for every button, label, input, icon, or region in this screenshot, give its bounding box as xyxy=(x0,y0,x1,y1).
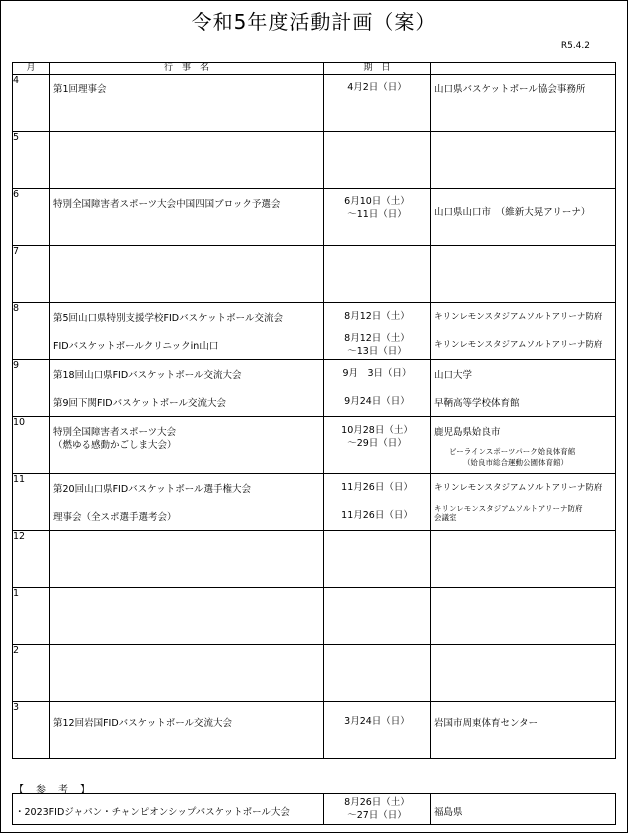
place-cell xyxy=(431,417,616,474)
table-row xyxy=(13,189,616,246)
event-place-venue-sub: （姶良市総合運動公園体育館） xyxy=(463,458,568,467)
event-place-room: 会議室 xyxy=(434,513,457,522)
place-cell xyxy=(431,474,616,531)
event-cell xyxy=(50,75,324,132)
month-cell: 11 xyxy=(13,474,50,531)
event-name: 特別全国障害者スポーツ大会中国四国ブロック予選会 xyxy=(53,199,281,210)
reference-place: 福島県 xyxy=(434,807,463,818)
event-place: 早鞆高等学校体育館 xyxy=(434,398,520,409)
table-row xyxy=(13,417,616,474)
event-date-end: ～11日（日） xyxy=(347,209,407,220)
reference-date-cell xyxy=(324,794,431,825)
place-cell xyxy=(431,588,616,645)
header-place xyxy=(431,63,616,75)
place-cell xyxy=(431,360,616,417)
event-name: 理事会（全スポ選手選考会） xyxy=(53,512,177,523)
table-row xyxy=(13,531,616,588)
event-date: 11月26日（日） xyxy=(341,510,413,521)
event-cell xyxy=(50,588,324,645)
month-cell: 7 xyxy=(13,246,50,303)
table-header-row xyxy=(13,63,616,75)
reference-heading: 【 参 考 】 xyxy=(14,785,91,796)
reference-date: 8月26日（土） xyxy=(344,797,410,808)
event-cell xyxy=(50,531,324,588)
table-row xyxy=(13,246,616,303)
place-cell xyxy=(431,702,616,759)
reference-table xyxy=(12,793,616,825)
month-cell: 2 xyxy=(13,645,50,702)
event-cell xyxy=(50,189,324,246)
month-cell: 8 xyxy=(13,303,50,360)
event-name: 第1回理事会 xyxy=(53,84,107,95)
event-place: キリンレモンスタジアムソルトアリーナ防府 xyxy=(434,312,603,322)
table-row xyxy=(13,588,616,645)
month-cell: 4 xyxy=(13,75,50,132)
place-cell xyxy=(431,75,616,132)
month-cell: 1 xyxy=(13,588,50,645)
month-cell: 5 xyxy=(13,132,50,189)
reference-event: ・2023FIDジャパン・チャンピオンシップバスケットボール大会 xyxy=(15,807,290,818)
table-row xyxy=(13,303,616,360)
event-place: 山口県山口市 （維新大晃アリーナ） xyxy=(434,207,591,218)
date-cell xyxy=(324,531,431,588)
event-cell xyxy=(50,303,324,360)
table-row xyxy=(13,702,616,759)
event-date: 4月2日（日） xyxy=(347,82,407,93)
event-date: 10月28日（土） xyxy=(341,425,413,436)
event-place: キリンレモンスタジアムソルトアリーナ防府 xyxy=(434,504,583,513)
event-cell xyxy=(50,474,324,531)
document-date: R5.4.2 xyxy=(560,41,590,51)
event-name: 第9回下関FIDバスケットボール交流大会 xyxy=(53,398,226,409)
event-date: 11月26日（日） xyxy=(341,482,413,493)
event-date: 9月24日（日） xyxy=(344,396,410,407)
month-cell: 12 xyxy=(13,531,50,588)
activity-plan-table xyxy=(12,62,616,759)
event-name-sub: （燃ゆる感動かごしま大会） xyxy=(53,440,177,451)
page-title: 令和5年度活動計画（案） xyxy=(191,10,437,34)
event-date: 8月12日（土） xyxy=(344,333,410,344)
event-date: 9月 3日（日） xyxy=(342,368,412,379)
event-name: 特別全国障害者スポーツ大会 xyxy=(53,427,177,438)
event-place: 山口大学 xyxy=(434,370,473,381)
event-name: 第18回山口県FIDバスケットボール交流大会 xyxy=(53,370,242,381)
event-place: キリンレモンスタジアムソルトアリーナ防府 xyxy=(434,340,603,350)
month-cell: 3 xyxy=(13,702,50,759)
event-date: 6月10日（土） xyxy=(344,196,410,207)
event-cell xyxy=(50,246,324,303)
month-cell: 6 xyxy=(13,189,50,246)
table-row xyxy=(13,794,616,825)
place-cell xyxy=(431,132,616,189)
event-date-end: ～29日（日） xyxy=(347,438,407,449)
place-cell xyxy=(431,645,616,702)
table-row xyxy=(13,360,616,417)
place-cell xyxy=(431,246,616,303)
month-cell: 9 xyxy=(13,360,50,417)
reference-date-end: ～27日（日） xyxy=(347,810,407,821)
month-cell: 10 xyxy=(13,417,50,474)
header-date: 期 日 xyxy=(324,63,431,75)
event-cell xyxy=(50,702,324,759)
place-cell xyxy=(431,531,616,588)
event-date-end: ～13日（日） xyxy=(347,346,407,357)
event-place: 山口県バスケットボール協会事務所 xyxy=(434,84,586,95)
date-cell xyxy=(324,360,431,417)
event-date: 3月24日（日） xyxy=(344,716,410,727)
event-place: 岩国市周東体育センター xyxy=(434,718,539,729)
date-cell xyxy=(324,645,431,702)
date-cell xyxy=(324,132,431,189)
event-date: 8月12日（土） xyxy=(344,311,410,322)
place-cell xyxy=(431,303,616,360)
date-cell xyxy=(324,417,431,474)
date-cell xyxy=(324,588,431,645)
table-row xyxy=(13,645,616,702)
event-cell xyxy=(50,132,324,189)
table-row xyxy=(13,474,616,531)
event-name: 第20回山口県FIDバスケットボール選手権大会 xyxy=(53,484,252,495)
date-cell xyxy=(324,75,431,132)
date-cell xyxy=(324,303,431,360)
reference-place-cell xyxy=(431,794,616,825)
date-cell xyxy=(324,246,431,303)
header-month: 月 xyxy=(13,63,50,75)
table-row xyxy=(13,75,616,132)
event-place: 鹿児島県姶良市 xyxy=(434,427,501,438)
event-cell xyxy=(50,417,324,474)
header-event: 行 事 名 xyxy=(50,63,324,75)
date-cell xyxy=(324,189,431,246)
event-name: 第5回山口県特別支援学校FIDバスケットボール交流会 xyxy=(53,313,283,324)
date-cell xyxy=(324,474,431,531)
date-cell xyxy=(324,702,431,759)
event-cell xyxy=(50,360,324,417)
event-cell xyxy=(50,645,324,702)
event-place-venue: ビーラインスポーツパーク姶良体育館 xyxy=(449,447,576,456)
event-place: キリンレモンスタジアムソルトアリーナ防府 xyxy=(434,483,603,493)
event-name: FIDバスケットボールクリニックin山口 xyxy=(53,341,219,352)
place-cell xyxy=(431,189,616,246)
table-row xyxy=(13,132,616,189)
reference-event-cell xyxy=(13,794,324,825)
event-name: 第12回岩国FIDバスケットボール交流大会 xyxy=(53,718,233,729)
